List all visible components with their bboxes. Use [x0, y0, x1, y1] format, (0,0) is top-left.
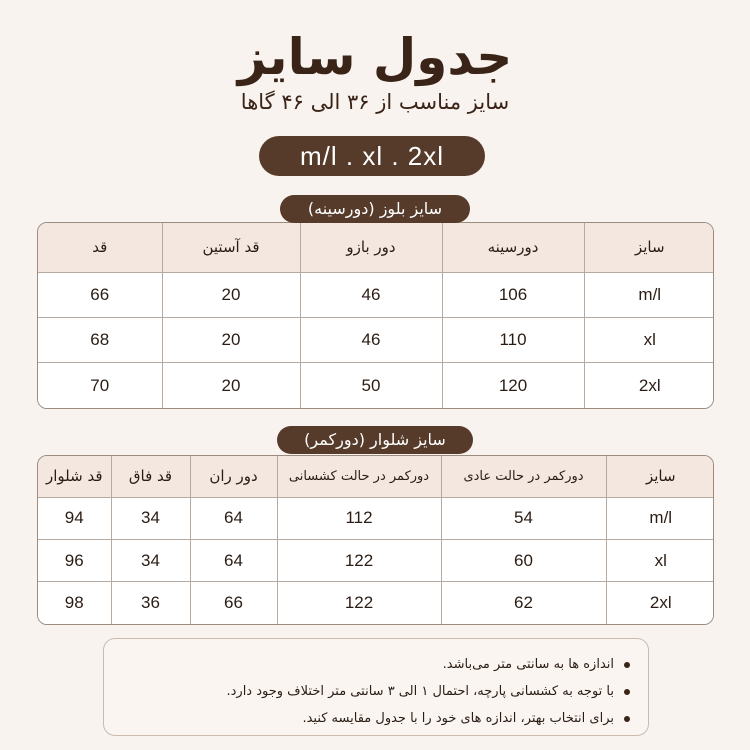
bullet-icon [624, 716, 630, 722]
header-cell: دور ران [190, 456, 277, 497]
table-row [38, 272, 714, 317]
page-subtitle: سایز مناسب از ۳۶ الی ۴۶ گاها [240, 90, 510, 114]
table-cell: 106 [442, 272, 584, 317]
table-cell: 2xl [606, 582, 714, 624]
table-cell: 20 [162, 318, 300, 363]
table-row [38, 539, 714, 581]
header-cell: دورکمر در حالت کشسانی [277, 456, 441, 497]
header-cell: قد [38, 223, 162, 272]
table-row [38, 318, 714, 363]
table-cell: 70 [38, 363, 162, 408]
table-cell: 110 [442, 318, 584, 363]
table-cell: m/l [606, 497, 714, 539]
table-cell: 94 [38, 497, 111, 539]
table-cell: xl [606, 539, 714, 581]
table-row [38, 497, 714, 539]
table-cell: 112 [277, 497, 441, 539]
table-cell: 64 [190, 497, 277, 539]
note-item [104, 705, 630, 732]
table-row [38, 363, 714, 408]
table-cell: 46 [300, 318, 442, 363]
table-cell: 34 [111, 539, 190, 581]
table-cell: 66 [190, 582, 277, 624]
table-cell: 68 [38, 318, 162, 363]
table-cell: 122 [277, 539, 441, 581]
table-cell: 20 [162, 272, 300, 317]
table-cell: 62 [441, 582, 606, 624]
blouse-size-table [37, 222, 714, 409]
table-cell: 66 [38, 272, 162, 317]
note-text: اندازه ها به سانتی متر می‌باشد. [442, 657, 614, 672]
table-cell: 2xl [584, 363, 714, 408]
table-header-row [38, 456, 714, 497]
table-cell: 46 [300, 272, 442, 317]
pants-size-table [37, 455, 714, 625]
table-cell: 36 [111, 582, 190, 624]
header-cell: سایز [584, 223, 714, 272]
header-cell: قد آستین [162, 223, 300, 272]
table-cell: 120 [442, 363, 584, 408]
table-header-row [38, 223, 714, 272]
table-cell: 64 [190, 539, 277, 581]
table-cell: m/l [584, 272, 714, 317]
table-cell: 96 [38, 539, 111, 581]
header-cell: سایز [606, 456, 714, 497]
note-text: با توجه به کشسانی پارچه، احتمال ۱ الی ۳ سانتی متر اختلاف وجود دارد. [226, 684, 614, 699]
note-text: برای انتخاب بهتر، اندازه های خود را با جدول مقایسه کنید. [302, 711, 614, 726]
sizes-badge: m/l . xl . 2xl [259, 136, 485, 176]
table-cell: 50 [300, 363, 442, 408]
header-cell: دورکمر در حالت عادی [441, 456, 606, 497]
table-cell: 54 [441, 497, 606, 539]
table-cell: 122 [277, 582, 441, 624]
table-cell: 98 [38, 582, 111, 624]
table-cell: 20 [162, 363, 300, 408]
page-title: جدول سایز [237, 28, 513, 86]
notes-box [103, 638, 649, 736]
note-item [104, 651, 630, 678]
header-cell: دورسینه [442, 223, 584, 272]
table-cell: xl [584, 318, 714, 363]
table-cell: 34 [111, 497, 190, 539]
table-row [38, 582, 714, 624]
table-cell: 60 [441, 539, 606, 581]
note-item [104, 678, 630, 705]
header-cell: دور بازو [300, 223, 442, 272]
blouse-table-label: سایز بلوز (دورسینه) [280, 195, 470, 223]
header-cell: قد شلوار [38, 456, 111, 497]
bullet-icon [624, 689, 630, 695]
bullet-icon [624, 662, 630, 668]
pants-table-label: سایز شلوار (دورکمر) [277, 426, 473, 454]
header-cell: قد فاق [111, 456, 190, 497]
